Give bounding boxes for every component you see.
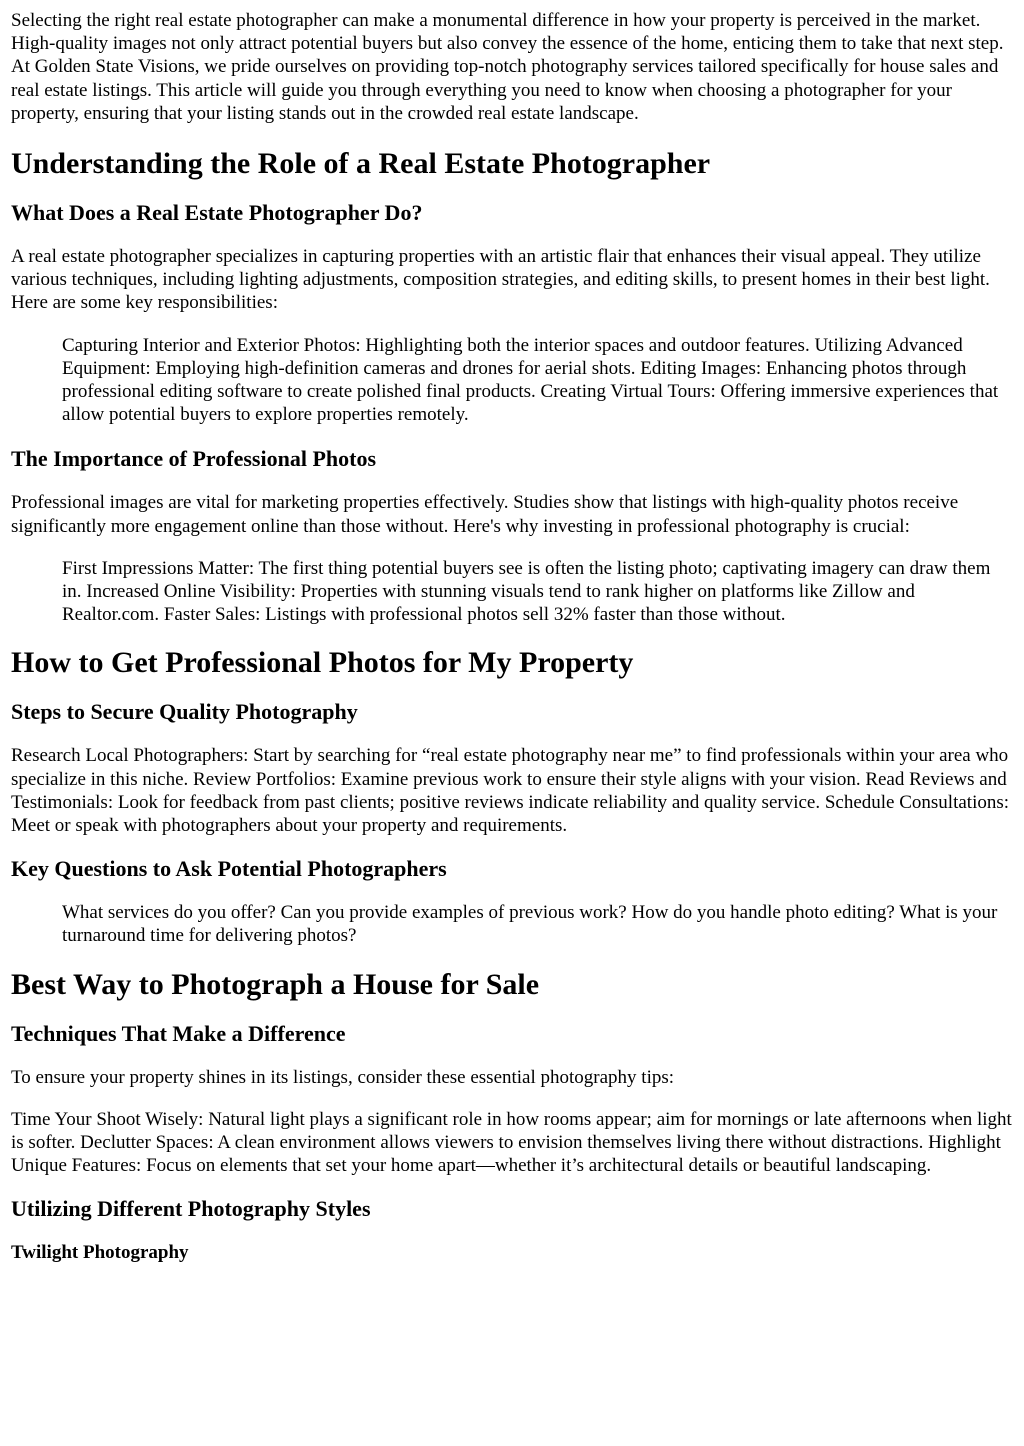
- subheading-steps: Steps to Secure Quality Photography: [11, 699, 358, 725]
- quote-importance: First Impressions Matter: The first thing potential buyers see is often the listing photo; captivating imagery can draw them in. Increased Online Visibility: Properties with stunning visuals tend to rank higher on platforms like Zillow and Realtor.com. Faster Sales: Listings with professional photos sell 32% faster than those without.: [62, 557, 991, 626]
- subheading-styles: Utilizing Different Photography Styles: [11, 1196, 371, 1222]
- section-heading-best-way: Best Way to Photograph a House for Sale: [11, 967, 540, 1001]
- subheading-key-questions: Key Questions to Ask Potential Photographers: [11, 856, 447, 882]
- subheading-what-does: What Does a Real Estate Photographer Do?: [11, 200, 423, 226]
- paragraph-responsibilities: A real estate photographer specializes in capturing properties with an artistic flair that enhances their visual appeal. They utilize various techniques, including lighting adjustments, composition strategies, and editing skills, to present homes in their best light. Here are some key responsibilities:: [11, 246, 990, 314]
- intro-paragraph: Selecting the right real estate photographer can make a monumental difference in how your property is perceived in the market. High-quality images not only attract potential buyers but also convey the essence of the home, enticing them to take that next step. At Golden State Visions, we pride ourselves on providing top-notch photography services tailored specifically for house sales and real estate listings. This article will guide you through everything you need to know when choosing a photographer for your property, ensuring that your listing stands out in the crowded real estate landscape.: [11, 10, 1004, 124]
- section-heading-role: Understanding the Role of a Real Estate Photographer: [11, 147, 711, 181]
- paragraph-tips-intro: To ensure your property shines in its listings, consider these essential photography tips:: [11, 1066, 675, 1088]
- quote-responsibilities: Capturing Interior and Exterior Photos: Highlighting both the interior spaces and outdoor features. Utilizing Advanced Equipment: Employing high-definition cameras and drones for aerial shots. Editing Images: Enhancing photos through professional editing software to create polished final products. Creating Virtual Tours: Offering immersive experiences that allow potential buyers to explore properties remotely.: [62, 334, 999, 426]
- paragraph-importance: Professional images are vital for marketing properties effectively. Studies show that listings with high-quality photos receive significantly more engagement online than those without. Here's why investing in professional photography is crucial:: [11, 492, 959, 537]
- paragraph-steps: Research Local Photographers: Start by searching for “real estate photography near me” to find professionals within your area who specialize in this niche. Review Portfolios: Examine previous work to ensure their style aligns with your vision. Read Reviews and Testimonials: Look for feedback from past clients; positive reviews indicate reliability and quality service. Schedule Consultations: Meet or speak with photographers about your property and requirements.: [11, 745, 1010, 837]
- paragraph-tips: Time Your Shoot Wisely: Natural light plays a significant role in how rooms appear; aim for mornings or late afternoons when light is softer. Declutter Spaces: A clean environment allows viewers to envision themselves living there without distractions. Highlight Unique Features: Focus on elements that set your home apart—whether it’s architectural details or beautiful landscaping.: [11, 1108, 1012, 1177]
- subheading-twilight: Twilight Photography: [11, 1242, 189, 1264]
- subheading-importance: The Importance of Professional Photos: [11, 446, 377, 472]
- section-heading-get-photos: How to Get Professional Photos for My Property: [11, 646, 634, 680]
- subheading-techniques: Techniques That Make a Difference: [11, 1020, 346, 1046]
- quote-questions: What services do you offer? Can you provide examples of previous work? How do you handle photo editing? What is your turnaround time for delivering photos?: [62, 902, 998, 947]
